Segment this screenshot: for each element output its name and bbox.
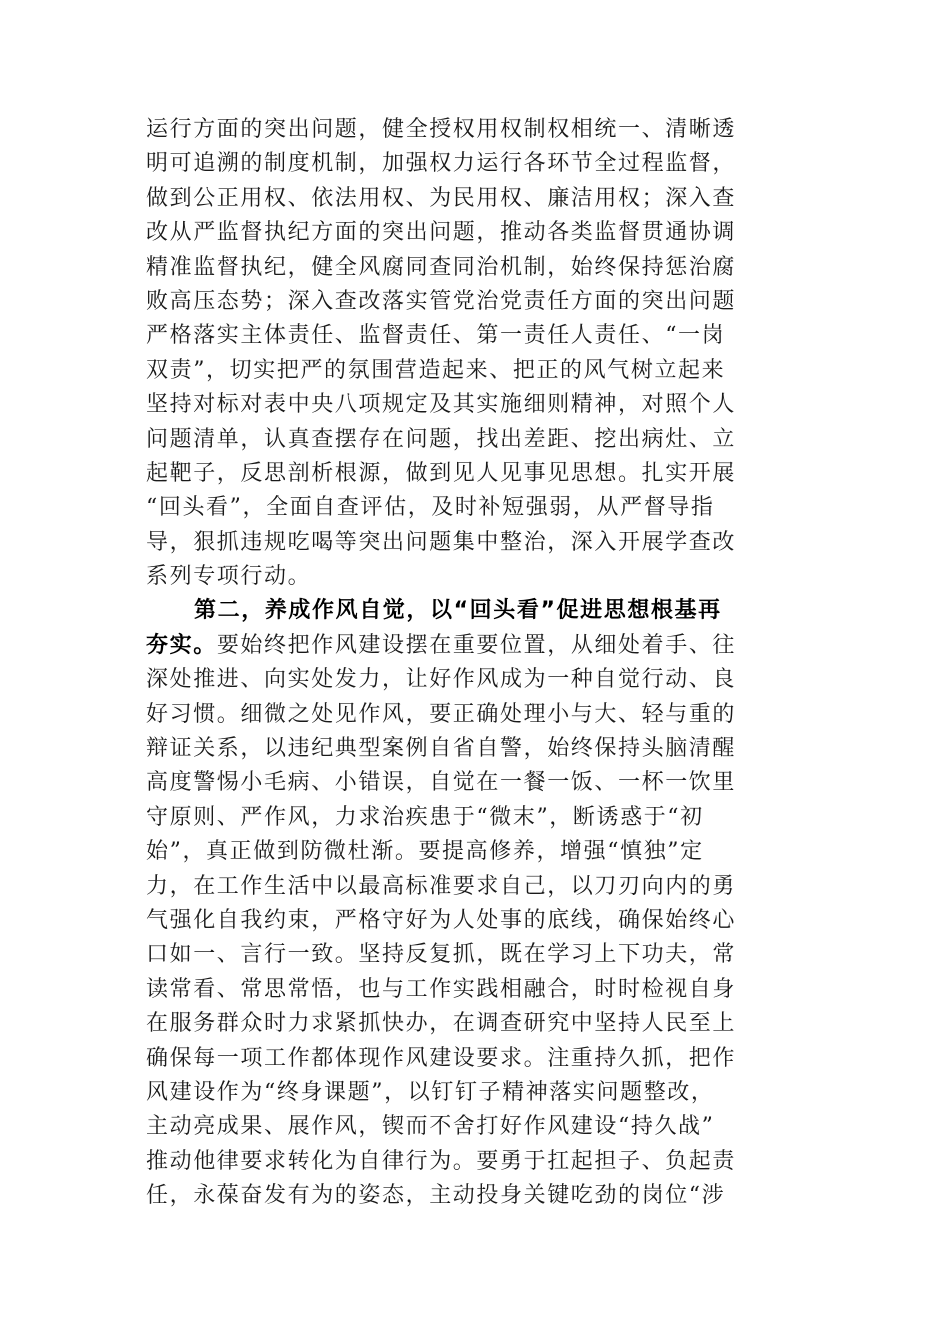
- text-line: 明可追溯的制度机制，加强权力运行各环节全过程监督，: [146, 151, 737, 177]
- text-line: 好习惯。细微之处见作风，要正确处理小与大、轻与重的: [146, 701, 737, 727]
- text-line: 导，狠抓违规吃喝等突出问题集中整治，深入开展学查改: [146, 529, 737, 555]
- text-line: 读常看、常思常悟，也与工作实践相融合，时时检视自身: [146, 976, 737, 1002]
- paragraph-1: [146, 113, 806, 594]
- section-heading-end: 夯实。: [146, 632, 217, 658]
- text-line: 气强化自我约束，严格守好为人处事的底线，确保始终心: [146, 907, 737, 933]
- text-line: 深处推进、向实处发力，让好作风成为一种自觉行动、良: [146, 667, 737, 693]
- text-line: 坚持对标对表中央八项规定及其实施细则精神，对照个人: [146, 392, 737, 418]
- paragraph-2: [146, 594, 806, 1213]
- text-line: 风建设作为“终身课题”，以钉钉子精神落实问题整改，: [146, 1079, 715, 1105]
- text-line: 改从严监督执纪方面的突出问题，推动各类监督贯通协调: [146, 220, 737, 246]
- text-line: 高度警惕小毛病、小错误，自觉在一餐一饭、一杯一饮里: [146, 770, 737, 796]
- text-line: 辩证关系，以违纪典型案例自省自警，始终保持头脑清醒: [146, 736, 737, 762]
- text-line: [146, 629, 806, 663]
- text-line: 在服务群众时力求紧抓快办，在调查研究中坚持人民至上: [146, 1011, 737, 1037]
- text-line: 确保每一项工作都体现作风建设要求。注重持久抓，把作: [146, 1045, 737, 1071]
- text-line-rest: 要始终把作风建设摆在重要位置，从细处着手、往: [216, 632, 737, 658]
- text-line: 败高压态势；深入查改落实管党治党责任方面的突出问题: [146, 288, 737, 314]
- text-line: 任，永葆奋发有为的姿态，主动投身关键吃劲的岗位“涉: [146, 1183, 726, 1209]
- text-line: 口如一、言行一致。坚持反复抓，既在学习上下功夫，常: [146, 942, 737, 968]
- text-line: 力，在工作生活中以最高标准要求自己，以刀刃向内的勇: [146, 873, 737, 899]
- section-heading: 第二，养成作风自觉，以“回头看”促进思想根基再: [194, 598, 722, 624]
- text-line: 推动他律要求转化为自律行为。要勇于扛起担子、负起责: [146, 1148, 737, 1174]
- text-line: 问题清单，认真查摆存在问题，找出差距、挖出病灶、立: [146, 426, 737, 452]
- document-body: [146, 113, 806, 1214]
- text-line: 系列专项行动。: [146, 564, 312, 590]
- text-line: 精准监督执纪，健全风腐同查同治机制，始终保持惩治腐: [146, 254, 737, 280]
- text-line: 运行方面的突出问题，健全授权用权制权相统一、清晰透: [146, 117, 737, 142]
- text-line: 主动亮成果、展作风，锲而不舍打好作风建设“持久战”: [146, 1114, 715, 1140]
- text-line: 守原则、严作风，力求治疾患于“微末”，断诱惑于“初: [146, 804, 704, 830]
- text-line: 严格落实主体责任、监督责任、第一责任人责任、“一岗: [146, 323, 726, 349]
- text-line: 起靶子，反思剖析根源，做到见人见事见思想。扎实开展: [146, 460, 737, 486]
- text-line: 始”，真正做到防微杜渐。要提高修养，增强“慎独”定: [146, 839, 704, 865]
- text-line: 双责”，切实把严的氛围营造起来、把正的风气树立起来: [146, 357, 726, 383]
- text-line: “回头看”，全面自查评估，及时补短强弱，从严督导指: [146, 495, 715, 521]
- text-line: 做到公正用权、依法用权、为民用权、廉洁用权；深入查: [146, 185, 737, 211]
